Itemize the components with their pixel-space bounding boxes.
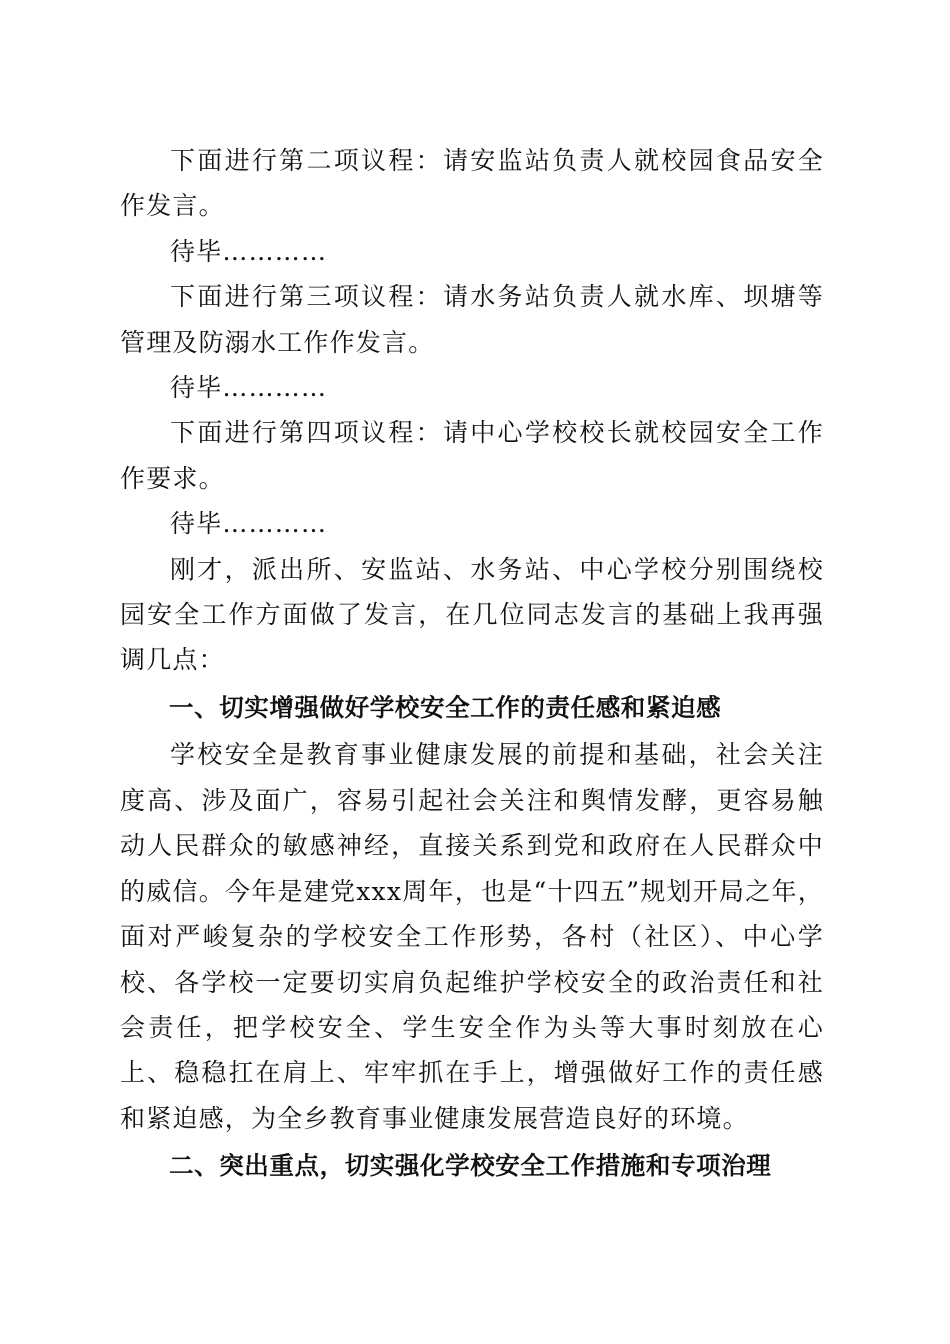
waiting-note: 待毕…………: [170, 236, 328, 266]
waiting-note: 待毕…………: [170, 509, 328, 539]
waiting-note: 待毕…………: [170, 373, 328, 403]
section-heading-1: 一、切实增强做好学校安全工作的责任感和紧迫感: [169, 692, 722, 722]
section-1-body: 学校安全是教育事业健康发展的前提和基础，社会关注度高、涉及面广，容易引起社会关注和舆情发酵，更容易触动人民群众的敏感神经，直接关系到党和政府在人民群众中的威信。今年是建党xxx周年，也是“十四五”规划开局之年，面对严峻复杂的学校安全工作形势，各村（社区）、中心学校、各学校一定要切实肩负起维护学校安全的政治责任和社会责任，把学校安全、学生安全作为头等大事时刻放在心上、稳稳扛在肩上、牢牢抓在手上，增强做好工作的责任感和紧迫感，为全乡教育事业健康发展营造良好的环境。: [120, 740, 824, 1133]
summary-paragraph: 刚才，派出所、安监站、水务站、中心学校分别围绕校园安全工作方面做了发言，在几位同志发言的基础上我再强调几点：: [120, 554, 824, 675]
agenda-item-4: 下面进行第四项议程：请中心学校校长就校园安全工作作要求。: [120, 418, 824, 493]
section-heading-2: 二、突出重点，切实强化学校安全工作措施和专项治理: [169, 1151, 772, 1181]
agenda-item-3: 下面进行第三项议程：请水务站负责人就水库、坝塘等管理及防溺水工作作发言。: [120, 282, 824, 357]
document-body: [120, 138, 824, 1191]
agenda-item-2: 下面进行第二项议程：请安监站负责人就校园食品安全作发言。: [120, 146, 824, 221]
